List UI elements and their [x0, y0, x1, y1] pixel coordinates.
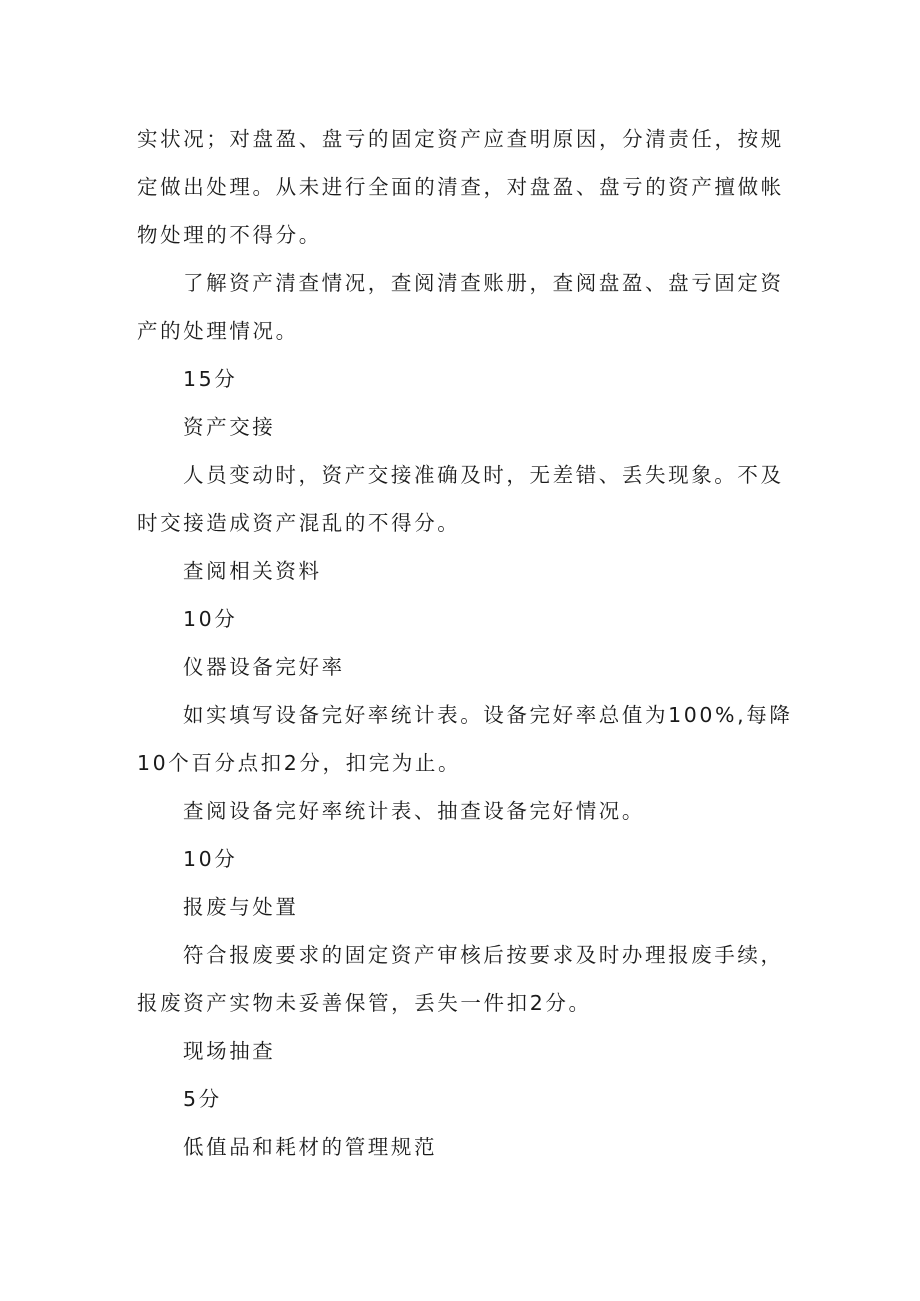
paragraph-intact-rate-rule: 如实填写设备完好率统计表。设备完好率总值为100%,每降10个百分点扣2分，扣完为止。: [137, 703, 793, 775]
paragraph-score-15: 15分: [183, 367, 238, 391]
document-body: [137, 115, 793, 1171]
heading-asset-handover: 资产交接: [183, 415, 276, 439]
paragraph-score-10-a: 10分: [183, 607, 238, 631]
heading-equipment-intact-rate: 仪器设备完好率: [183, 655, 345, 679]
paragraph-intact-rate-check-method: 查阅设备完好率统计表、抽查设备完好情况。: [183, 799, 645, 823]
paragraph-scrap-rule: 符合报废要求的固定资产审核后按要求及时办理报废手续，报废资产实物未妥善保管，丢失一件扣2分。: [137, 943, 784, 1015]
heading-scrap-disposal: 报废与处置: [183, 895, 299, 919]
heading-low-value-consumables: 低值品和耗材的管理规范: [183, 1135, 438, 1159]
paragraph-score-10-b: 10分: [183, 847, 238, 871]
paragraph-inventory-check-method: 了解资产清查情况，查阅清查账册，查阅盘盈、盘亏固定资产的处理情况。: [137, 271, 784, 343]
paragraph-scrap-check-method: 现场抽查: [183, 1039, 276, 1063]
paragraph-score-5: 5分: [183, 1087, 222, 1111]
paragraph-handover-rule: 人员变动时，资产交接准确及时，无差错、丢失现象。不及时交接造成资产混乱的不得分。: [137, 463, 784, 535]
paragraph-handover-check-method: 查阅相关资料: [183, 559, 322, 583]
paragraph-asset-inventory-rule: 实状况；对盘盈、盘亏的固定资产应查明原因，分清责任，按规定做出处理。从未进行全面的清查，对盘盈、盘亏的资产擅做帐物处理的不得分。: [137, 127, 784, 247]
